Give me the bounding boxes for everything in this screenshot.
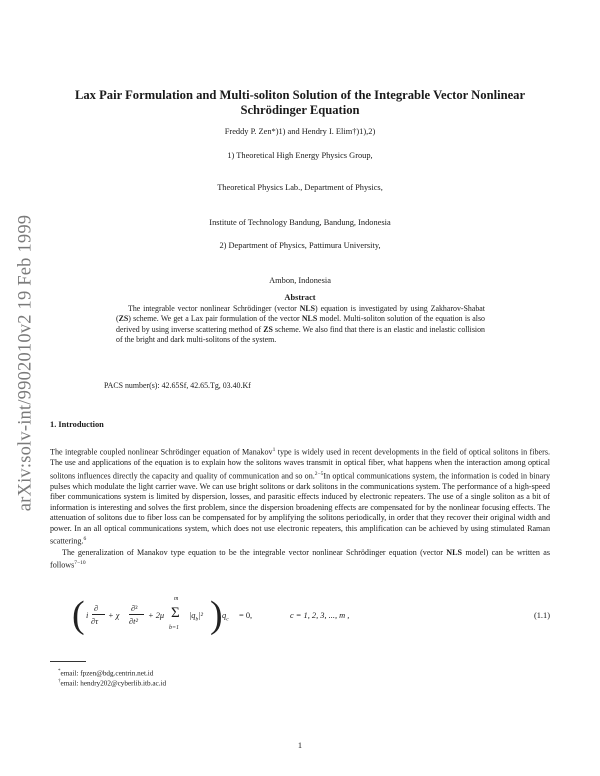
citation: 1 bbox=[272, 447, 276, 453]
abstract-bold: ZS bbox=[263, 324, 273, 334]
eq-partial-tau: ∂τ bbox=[91, 617, 99, 626]
eq-qb bbox=[189, 611, 203, 623]
eq-i: i bbox=[86, 611, 89, 620]
abstract-heading: Abstract bbox=[284, 293, 316, 302]
qc-subscript: c bbox=[226, 616, 229, 623]
affiliation-5: Ambon, Indonesia bbox=[269, 276, 331, 285]
text-run: In optical communications system, the information is coded in binary pulses which modulate the light carrier wave. We can use bright solitons or dark solitons in the communications system. The performance of a high-speed fiber communications system is limited by dispersion, losses, and parasitic effects induced by electronic repeaters. The use of a single soliton as a bit of information is interesting and solves the first problem, since the dispersion broadening effects are compensated for by the nonlinear focusing effects. The attenuation of solitons due to fiber loss can be compensated for by amplifying the solitons periodically, in order that they recover their original width and power. In an all optical communications system, which does not use electronic repeaters, this amplification can be achieved by using stimulated Raman scattering. bbox=[50, 471, 551, 547]
eq-d2: ∂² bbox=[131, 604, 138, 613]
abstract-run: model. Multi-soliton solution of the equation is also derived by using inverse scattering method of bbox=[116, 314, 485, 334]
eq-zero: = 0, bbox=[239, 611, 253, 620]
footnote-2 bbox=[58, 677, 166, 688]
sum-lower: b=1 bbox=[169, 625, 180, 631]
footnote-mark: † bbox=[58, 679, 61, 684]
text-run: The integrable coupled nonlinear Schrödinger equation of Manakov bbox=[50, 447, 273, 457]
abstract-run: ) equation is investigated by using Zakharov-Shabat ( bbox=[116, 304, 485, 324]
text-run: The generalization of Manakov type equation to be the integrable vector nonlinear Schrödinger equation (vector bbox=[62, 547, 447, 557]
eq-qc bbox=[222, 611, 229, 623]
affiliation-1: 1) Theoretical High Energy Physics Group, bbox=[227, 151, 373, 160]
paper-title bbox=[60, 88, 540, 118]
arxiv-side-identifier bbox=[8, 0, 44, 776]
abstract-bold: NLS bbox=[301, 314, 318, 324]
qb-text: |q bbox=[189, 611, 196, 620]
affiliation-4: 2) Department of Physics, Pattimura University, bbox=[219, 241, 381, 250]
section-heading-introduction: 1. Introduction bbox=[50, 420, 104, 429]
abstract-bold: NLS bbox=[299, 304, 316, 313]
sum-upper: m bbox=[174, 596, 179, 602]
text-run: type is widely used in recent developments in the field of optical solitons in fibers. The use and applications of the equation is to explain how the solitons waves transmit in optical fiber, what happens when the interaction among optical solitons influences directly the capacity and quality of communication and so on. bbox=[50, 447, 550, 481]
abstract-run: ) scheme. We get a Lax pair formulation of the vector bbox=[128, 314, 302, 324]
left-paren: ( bbox=[72, 594, 85, 636]
qb-subscript: b bbox=[195, 616, 199, 623]
footnote-mark: * bbox=[58, 669, 61, 674]
citation: 7−10 bbox=[74, 560, 86, 567]
title-line-1: Lax Pair Formulation and Multi-soliton Solution of the Integrable Vector Nonlinear bbox=[74, 88, 526, 102]
title-line-2: Schrödinger Equation bbox=[240, 103, 360, 117]
qb-end: |² bbox=[198, 611, 204, 620]
affiliation-2: Theoretical Physics Lab., Department of Physics, bbox=[217, 183, 383, 192]
affiliation-3: Institute of Technology Bandung, Bandung, Indonesia bbox=[209, 218, 391, 227]
eq-condition: c = 1, 2, 3, ..., m , bbox=[290, 611, 350, 620]
footnote-text: email: fpzen@bdg.centrin.net.id bbox=[60, 669, 154, 678]
page-number: 1 bbox=[297, 741, 303, 750]
eq-dt2: ∂t² bbox=[129, 617, 138, 626]
eq-partial-num: ∂ bbox=[94, 604, 99, 613]
footnote-text: email: hendry202@cyberlib.itb.ac.id bbox=[60, 679, 167, 688]
frac-bar bbox=[129, 614, 144, 615]
citation: 6 bbox=[83, 536, 87, 543]
arxiv-id-text: arXiv:solv-int/9902010v2 19 Feb 1999 bbox=[15, 214, 36, 512]
equation-number: (1.1) bbox=[533, 611, 550, 620]
frac-bar bbox=[92, 614, 105, 615]
citation: 2−5 bbox=[314, 470, 324, 477]
abstract-bold: ZS bbox=[118, 314, 129, 324]
text-bold: NLS bbox=[446, 547, 463, 557]
footnote-rule bbox=[50, 661, 86, 662]
text-run: model) can be written as follows bbox=[50, 547, 550, 570]
intro-paragraph-1 bbox=[50, 445, 550, 548]
abstract-run: scheme. We also find that there is an elastic and inelastic collision of the bright and dark multi-solitons of the system. bbox=[116, 324, 485, 345]
abstract-text bbox=[116, 304, 485, 346]
authors: Freddy P. Zen*)1) and Hendry I. Elim†)1),2) bbox=[224, 127, 376, 136]
qc-text: q bbox=[222, 611, 227, 620]
sum-sign: Σ bbox=[171, 605, 180, 621]
eq-mu: + 2μ bbox=[148, 611, 165, 620]
right-paren: ) bbox=[210, 594, 223, 636]
intro-paragraph-2 bbox=[50, 548, 550, 572]
equation-1-1 bbox=[72, 594, 550, 642]
pacs-numbers: PACS number(s): 42.65Sf, 42.65.Tg, 03.40.Kf bbox=[104, 381, 251, 390]
eq-chi: + χ bbox=[108, 611, 120, 620]
abstract-run: The integrable vector nonlinear Schrödinger (vector bbox=[128, 304, 300, 313]
introduction-body bbox=[50, 445, 550, 571]
